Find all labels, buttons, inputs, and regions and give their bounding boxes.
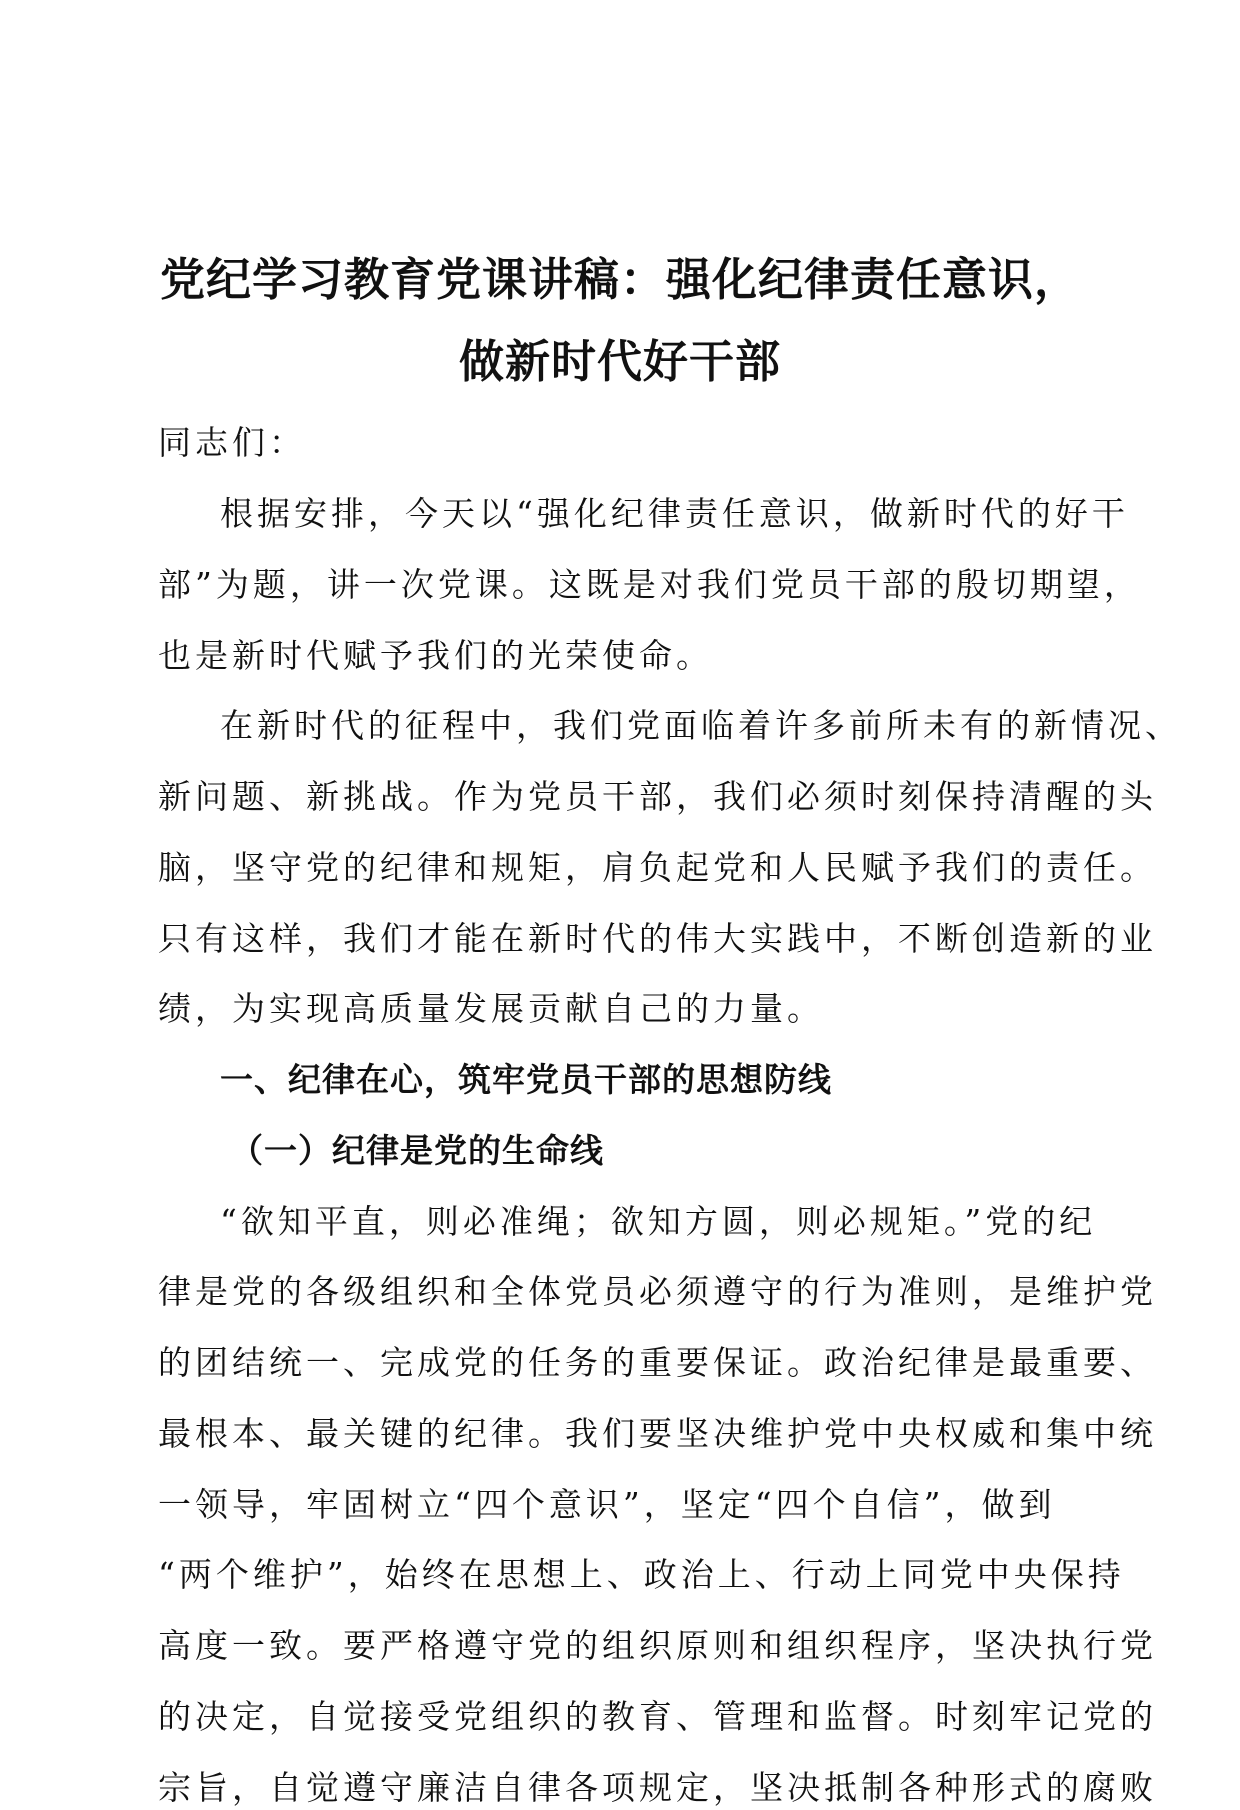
paragraph-line: 高度一致。要严格遵守党的组织原则和组织程序，坚决执行党 [158,1626,1157,1665]
title-line-2: 做新时代好干部 [458,335,781,388]
paragraph-line: “欲知平直，则必准绳；欲知方圆，则必规矩。”党的纪 [220,1202,1097,1241]
subsection-heading: （一）纪律是党的生命线 [230,1131,604,1170]
paragraph-line: 宗旨，自觉遵守廉洁自律各项规定，坚决抵制各种形式的腐败 [158,1768,1157,1807]
salutation: 同志们： [158,423,306,462]
title-line-1: 党纪学习教育党课讲稿：强化纪律责任意识， [159,253,1080,306]
paragraph-line: “两个维护”，始终在思想上、政治上、行动上同党中央保持 [158,1555,1125,1594]
paragraph-line: 脑，坚守党的纪律和规矩，肩负起党和人民赋予我们的责任。 [158,848,1157,887]
paragraph-line: 也是新时代赋予我们的光荣使命。 [158,636,713,675]
paragraph-line: 律是党的各级组织和全体党员必须遵守的行为准则，是维护党 [158,1272,1157,1311]
paragraph-line: 绩，为实现高质量发展贡献自己的力量。 [158,989,824,1028]
paragraph-line: 根据安排，今天以“强化纪律责任意识，做新时代的好干 [220,494,1129,533]
paragraph-line: 只有这样，我们才能在新时代的伟大实践中，不断创造新的业 [158,919,1157,958]
paragraph-line: 的决定，自觉接受党组织的教育、管理和监督。时刻牢记党的 [158,1697,1157,1736]
paragraph-line: 最根本、最关键的纪律。我们要坚决维护党中央权威和集中统 [158,1414,1157,1453]
paragraph-line: 新问题、新挑战。作为党员干部，我们必须时刻保持清醒的头 [158,777,1157,816]
paragraph-line: 的团结统一、完成党的任务的重要保证。政治纪律是最重要、 [158,1343,1157,1382]
paragraph-line: 在新时代的征程中，我们党面临着许多前所未有的新情况、 [220,706,1182,745]
section-heading: 一、纪律在心，筑牢党员干部的思想防线 [220,1060,832,1099]
paragraph-line: 一领导，牢固树立“四个意识”，坚定“四个自信”，做到 [158,1485,1056,1524]
paragraph-line: 部”为题，讲一次党课。这既是对我们党员干部的殷切期望， [158,565,1141,604]
